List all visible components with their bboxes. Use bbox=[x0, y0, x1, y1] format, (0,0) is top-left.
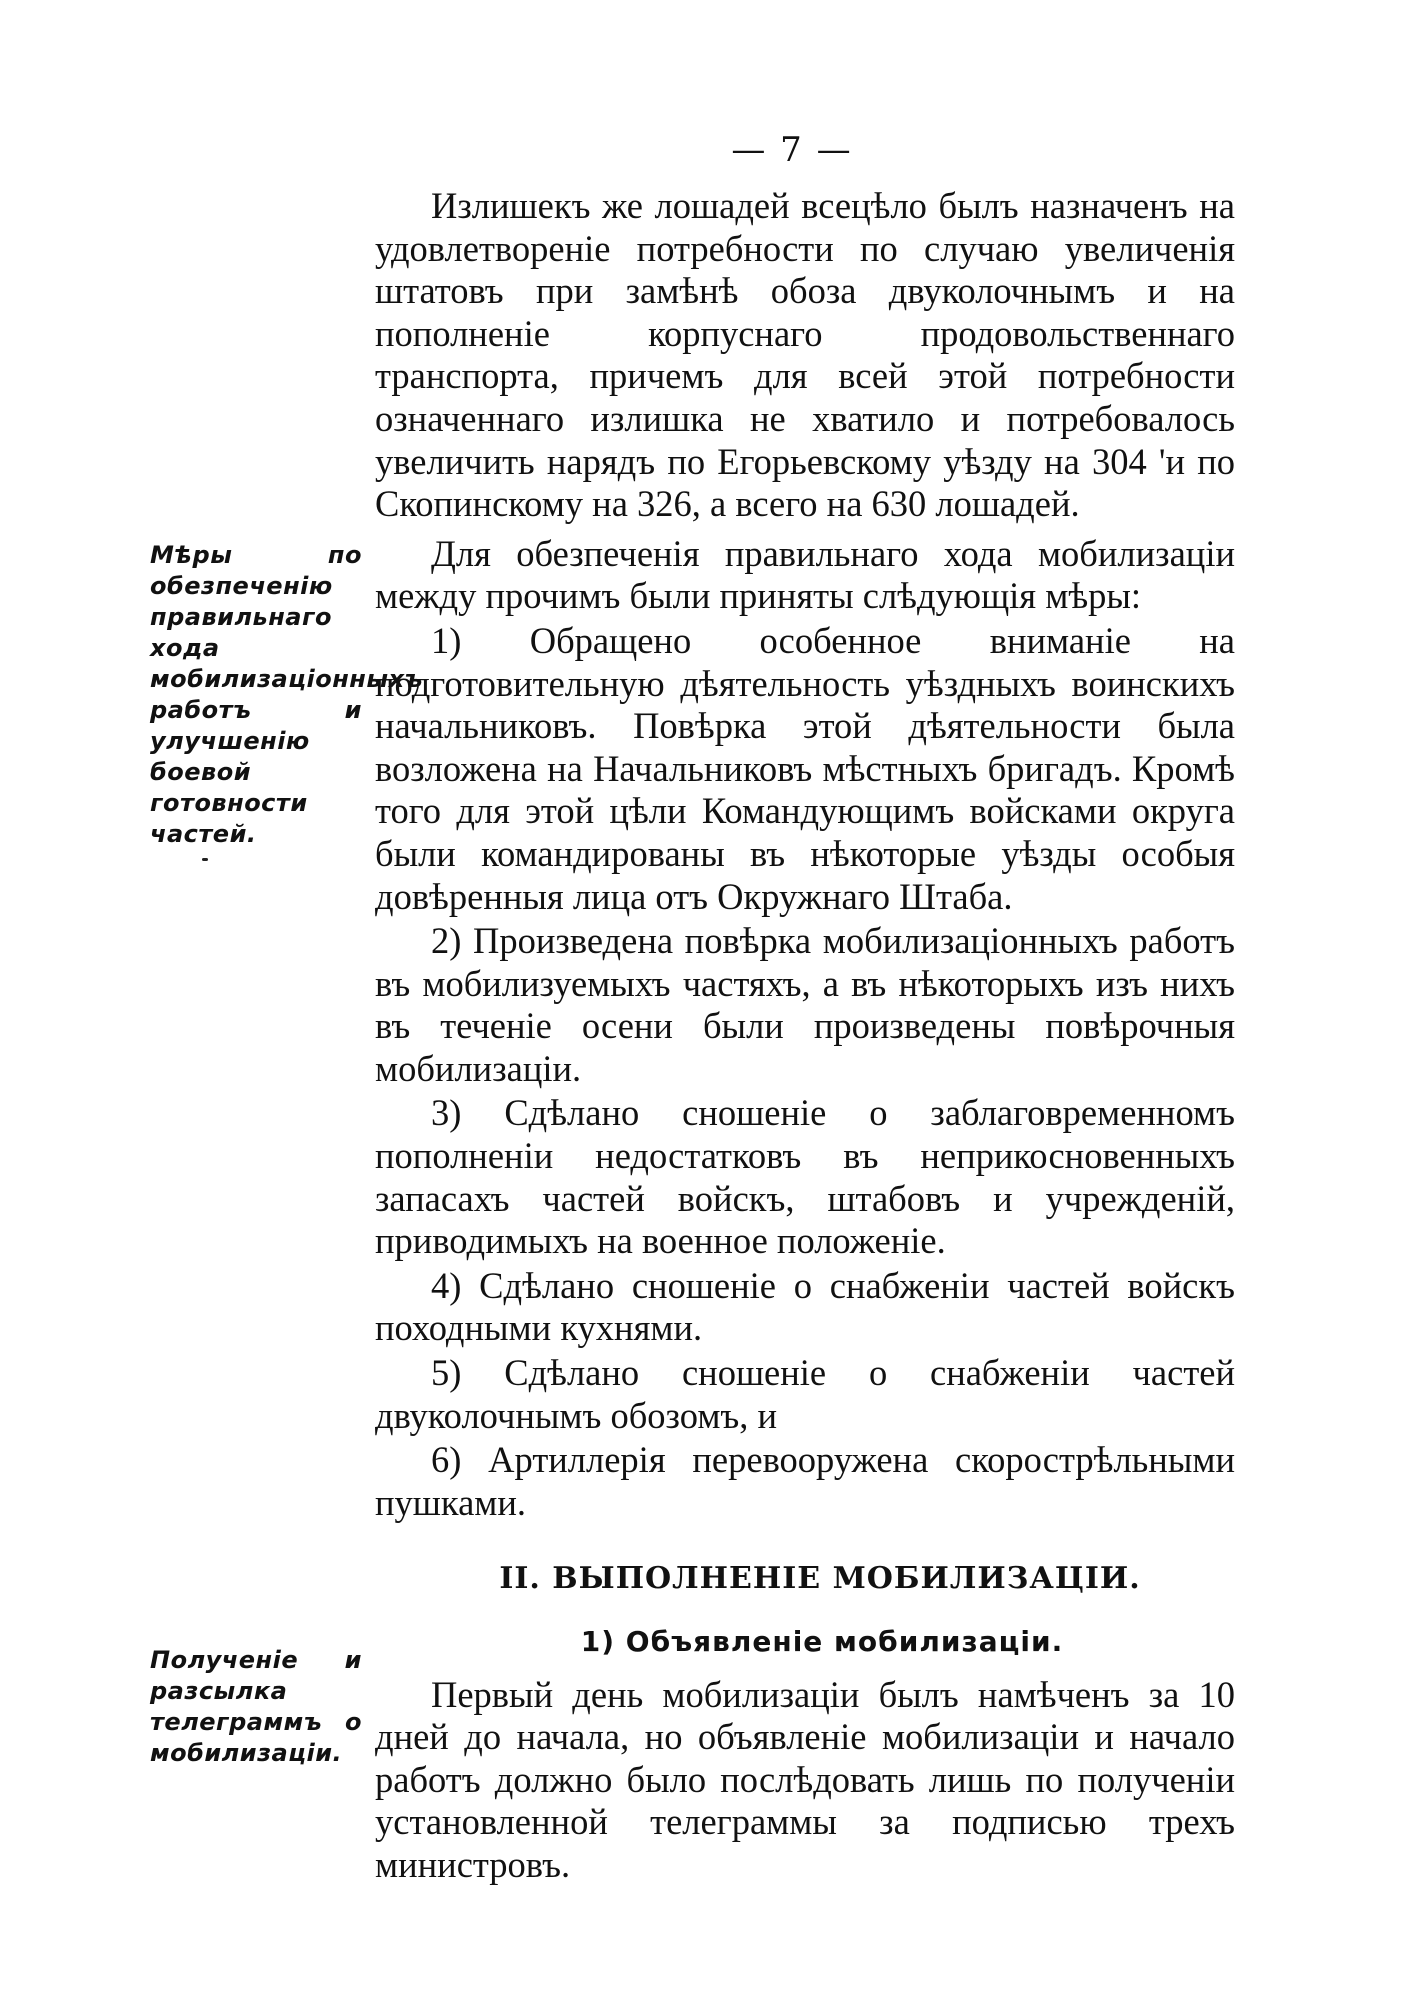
list-item-4: 4) Сдѣлано сношеніе о снабженіи частей войскъ походными кухнями. bbox=[375, 1264, 1235, 1349]
margin-note-measures: Мѣры по обезпеченію правильнаго хода мобилизаціонныхъ работъ и улучшенію боевой готовности частей. bbox=[150, 541, 424, 848]
list-item-2: 2) Произведена повѣрка мобилизаціонныхъ работъ въ мобилизуемыхъ частяхъ, а въ нѣкоторыхъ изъ нихъ въ теченіе осени были произведены повѣрочныя мобилизаціи. bbox=[375, 920, 1235, 1089]
margin-note-telegrams: Полученіе и разсылка телеграммъ о мобилизаціи. bbox=[150, 1646, 362, 1767]
list-item-1: 1) Обращено особенное вниманіе на подготовительную дѣятельность уѣздныхъ воинскихъ начальниковъ. Повѣрка этой дѣятельности была возложена на Начальниковъ мѣстныхъ бригадъ. Кромѣ того для этой цѣли Командующимъ войсками округа были командированы въ нѣкоторые уѣзды особыя довѣренныя лица отъ Окружнаго Штаба. bbox=[375, 619, 1235, 917]
paragraph-first-day: Первый день мобилизаціи былъ намѣченъ за 10 дней до начала, но объявленіе мобилизаціи и начало работъ должно было послѣдовать лишь по полученіи установленной телеграммы за подписью трехъ министровъ. bbox=[375, 1673, 1235, 1885]
sub-title: 1) Объявленіе мобилизаціи. bbox=[580, 1625, 1064, 1658]
paragraph-horses-surplus: Излишекъ же лошадей всецѣло былъ назначенъ на удовлетвореніе потребности по случаю увеличенія штатовъ при замѣнѣ обоза двуколочнымъ и на пополненіе корпуснаго продовольственнаго транспорта, причемъ для всей этой потребности означеннаго излишка не хватило и потребовалось увеличить нарядъ по Егорьевскому уѣзду на 304 'и по Скопинскому на 326, а всего на 630 лошадей. bbox=[375, 185, 1235, 525]
list-item-5: 5) Сдѣлано сношеніе о снабженіи частей двуколочнымъ обозомъ, и bbox=[375, 1352, 1235, 1436]
main-text-column bbox=[375, 185, 1235, 1887]
paragraph-measures-intro: Для обезпеченія правильнаго хода мобилизаціи между прочимъ были приняты слѣдующія мѣры: bbox=[375, 532, 1235, 617]
ink-dot-mark bbox=[202, 858, 208, 861]
list-item-6: 6) Артиллерія перевооружена скорострѣльными пушками. bbox=[375, 1439, 1235, 1523]
section-title: II. ВЫПОЛНЕНІЕ МОБИЛИЗАЦІИ. bbox=[499, 1561, 1141, 1597]
list-item-3: 3) Сдѣлано сношеніе о заблаговременномъ пополненіи недостатковъ въ неприкосновенныхъ запасахъ частей войскъ, штабовъ и учрежденій, приводимыхъ на военное положеніе. bbox=[375, 1092, 1235, 1262]
page-number: — 7 — bbox=[731, 130, 853, 170]
